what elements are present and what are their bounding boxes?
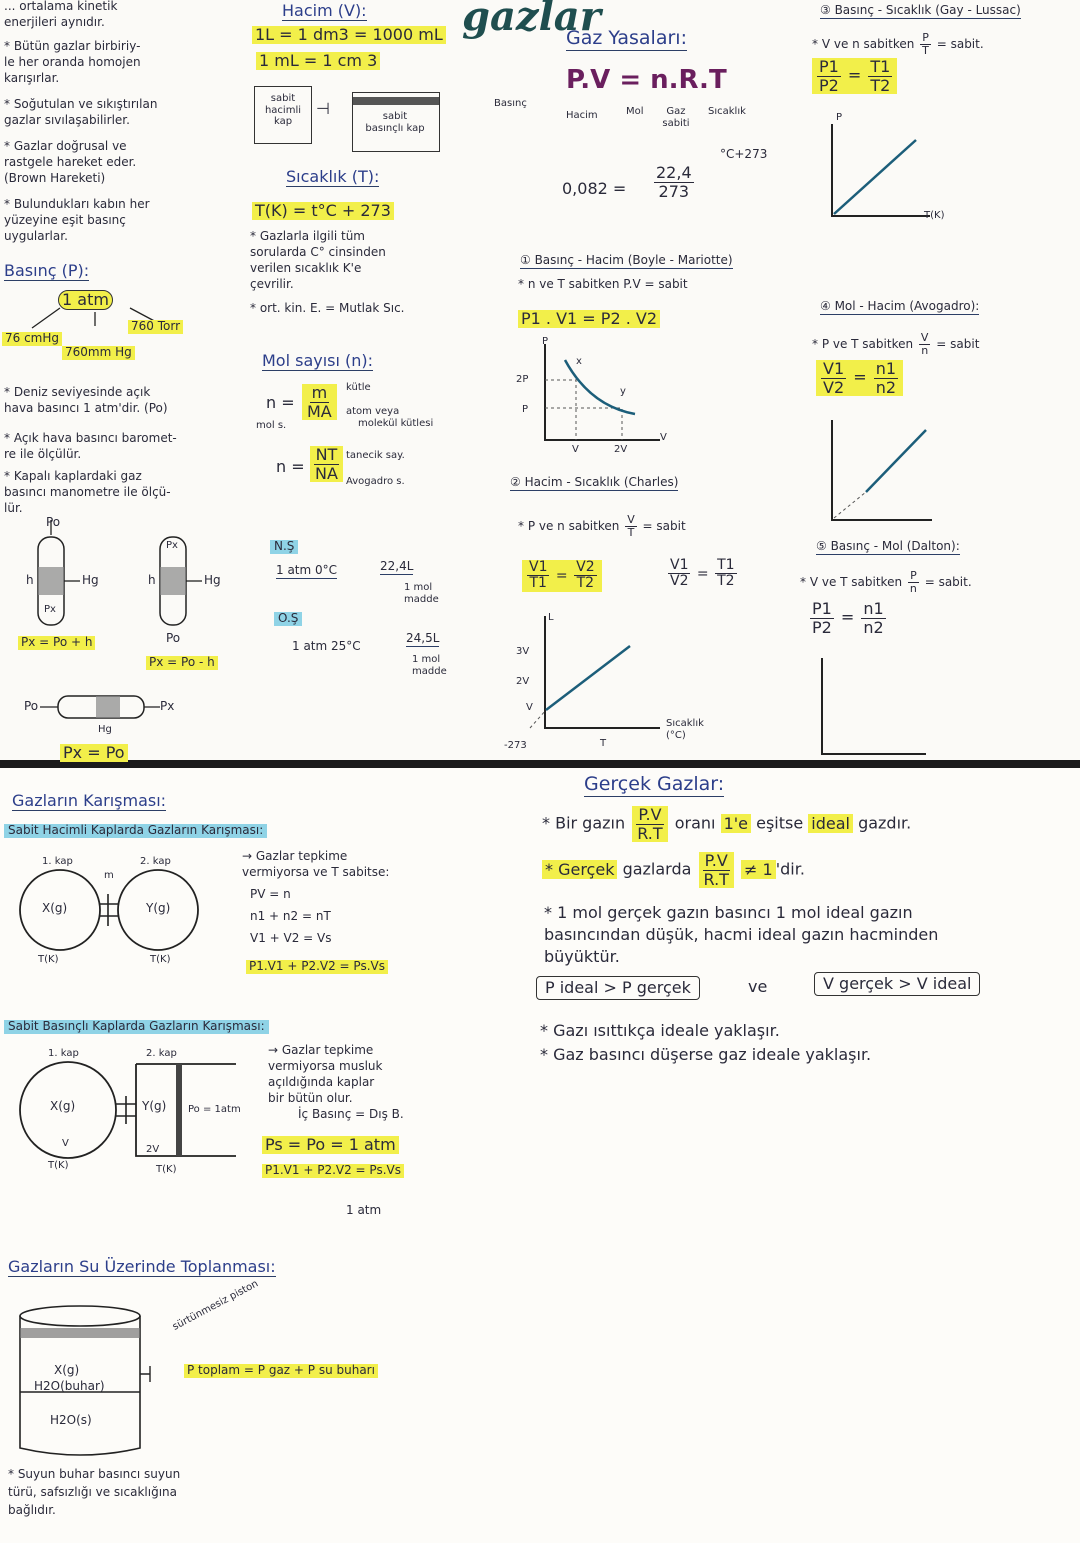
g2-rt: R.T (703, 869, 729, 889)
v-label: V (62, 1138, 69, 1149)
intro-line: enerjileri aynıdır. (4, 15, 105, 29)
piston-icon (353, 97, 439, 105)
charles-heading: ② Hacim - Sıcaklık (Charles) (510, 475, 679, 489)
av-cond-right: = sabit (936, 337, 980, 352)
g-l2c: ≠ 1 (741, 860, 776, 879)
gaz-sabiti-tag: Gaz sabiti (662, 106, 690, 129)
y-gas-b: Y(g) (142, 1099, 167, 1113)
og-label: O.Ş (274, 612, 302, 626)
g-l1a: * Bir gazın (542, 813, 626, 833)
av-cond-frac (919, 332, 931, 357)
basinc-note: basıncı manometre ile ölçü- (4, 485, 171, 499)
sicaklik-note: çevrilir. (250, 277, 294, 291)
av-cond-n: n (921, 344, 929, 358)
basinc-note: * Açık hava basıncı baromet- (4, 431, 177, 445)
ineq-volume: V gerçek > V ideal (814, 972, 980, 996)
hacim-eq1: 1L = 1 dm3 = 1000 mL (252, 26, 446, 44)
karisma-note1: vermiyorsa ve T sabitse: (242, 865, 390, 879)
g-l1f: gazdır. (858, 813, 912, 833)
av-v2: V2 (823, 377, 845, 397)
intro-line: le her oranda homojen (4, 55, 141, 69)
tube1-po: Po (46, 515, 61, 529)
boyle-v: V (572, 444, 579, 455)
charles-eq1: $\frac{V1}{T1}$ = $\frac{V2}{T2}$ (522, 560, 602, 592)
g-l1e: ideal (808, 814, 853, 833)
g-rt: R.T (637, 823, 663, 843)
gl-cond-text: * V ve n sabitken (812, 37, 915, 52)
g-l1c: 1'e (721, 814, 751, 833)
tube2-po: Po (166, 631, 181, 645)
da-cond-n: n (909, 582, 917, 596)
celsius-tag: °C+273 (720, 147, 768, 161)
charles-cond-v: V (627, 513, 635, 526)
charles-cond-t: T (627, 526, 635, 540)
gl-cond-t: T (922, 44, 929, 58)
formula-px-equal: Px = Po (60, 744, 128, 762)
karisma-eq1: P1.V1 + P2.V2 = Ps.Vs (246, 960, 388, 974)
g-l2a: * Gerçek (542, 860, 617, 879)
gercek-heading: Gerçek Gazlar: (584, 773, 725, 795)
karisma-heading: Gazların Karışması: (12, 791, 167, 810)
basinc-note: re ile ölçülür. (4, 447, 82, 461)
boyle-eq: P1 . V1 = P2 . V2 (518, 310, 660, 328)
intro-line: yüzeyine eşit basınç (4, 213, 126, 227)
page-title: gazlar (462, 0, 601, 40)
g2-pv: P.V (704, 851, 728, 870)
ch-t2: T2 (576, 575, 595, 592)
gay-lussac-cond (812, 32, 984, 57)
htube-po: Po (24, 699, 39, 713)
water-note: türü, safsızlığı ve sıcaklığına (8, 1485, 177, 1499)
da-cond-p: P (910, 569, 917, 582)
intro-line: * Gazlar doğrusal ve (4, 139, 127, 153)
mol-nt: NT (315, 445, 338, 464)
boyle-y: y (620, 386, 626, 397)
mol-ma: MA (307, 401, 332, 421)
ch-t1: T1 (529, 575, 547, 592)
basinc-note: * Deniz seviyesinde açık (4, 385, 151, 399)
g-l2d: 'dir. (775, 859, 805, 879)
water-formula: P toplam = P gaz + P su buharı (184, 1364, 378, 1378)
gl-x-axis: T(K) (924, 210, 945, 221)
ps-eq: Ps = Po = 1 atm (262, 1136, 399, 1154)
tube1-h: h (26, 573, 34, 587)
formula-px-plus: Px = Po + h (18, 636, 95, 650)
tanecik-label: tanecik say. (346, 450, 405, 461)
g-l1d: eşitse (756, 813, 804, 833)
one-atm-badge: 1 atm (58, 290, 113, 310)
mol-m: m (311, 383, 328, 402)
tk2-b: T(K) (156, 1164, 177, 1175)
intro-line: ... ortalama kinetik (4, 0, 118, 13)
dalton-heading: ⑤ Basınç - Mol (Dalton): (816, 539, 960, 553)
charles-l-axis: L (548, 612, 554, 623)
ve-label: ve (748, 977, 768, 996)
g-l2b: gazlarda (622, 859, 692, 879)
valve-icon: ⊣ (316, 99, 330, 118)
water-note: * Suyun buhar basıncı suyun (8, 1467, 181, 1481)
vtot: V1 + V2 = Vs (250, 931, 332, 945)
tk2: T(K) (150, 954, 171, 965)
x-gas-b: X(g) (50, 1099, 76, 1113)
gercek-line1 (542, 806, 911, 842)
karisma-note2: → Gazlar tepkime (268, 1043, 374, 1057)
karisma-note2: vermiyorsa musluk (268, 1059, 383, 1073)
kutle-label: kütle (346, 382, 371, 393)
sicaklik-note: * Gazlarla ilgili tüm (250, 229, 365, 243)
basinc-note: hava basıncı 1 atm'dir. (Po) (4, 401, 168, 415)
r-num: 22,4 (656, 163, 692, 182)
gl-cond-right: = sabit. (936, 37, 984, 52)
gl-cond-p: P (922, 31, 929, 44)
basinc-heading: Basınç (P): (4, 261, 90, 280)
karisma-note1: → Gazlar tepkime (242, 849, 348, 863)
charles-cond-text: * P ve n sabitken (518, 519, 620, 534)
kap2-label-b: 2. kap (146, 1048, 177, 1059)
ch2-v2: V2 (670, 573, 689, 590)
formula-px-minus: Px = Po - h (146, 656, 218, 670)
kap1-label-b: 1. kap (48, 1048, 79, 1059)
gercek-l5: * Gaz basıncı düşerse gaz ideale yaklaşır. (540, 1045, 872, 1064)
valve-m: m (104, 870, 114, 881)
mmhg-label: 760mm Hg (62, 346, 135, 360)
tube2-px: Px (166, 540, 178, 551)
boyle-2v: 2V (614, 444, 628, 455)
ideal-gas-equation: P.V = n.R.T (566, 65, 727, 95)
sivi-label: H2O(s) (50, 1413, 92, 1427)
avogadro-eq: $\frac{V1}{V2}$ = $\frac{n1}{n2}$ (816, 360, 903, 396)
da-n1: n1 (863, 599, 884, 618)
sabit-hacimli-kap (254, 86, 312, 144)
sicaklik-heading: Sıcaklık (T): (286, 167, 380, 186)
karisma-note2: açıldığında kaplar (268, 1075, 375, 1089)
charles-neg273: -273 (504, 740, 527, 751)
mol-na: NA (315, 463, 338, 483)
boyle-cond: * n ve T sabitken P.V = sabit (518, 277, 688, 291)
piston-label: sürtünmesiz piston (170, 1278, 261, 1333)
one-atm-label: 1 atm (346, 1203, 382, 1217)
twov-label: 2V (146, 1144, 160, 1155)
boyle-p-axis: P (542, 336, 549, 347)
intro-line: * Bütün gazlar birbiriy- (4, 39, 141, 53)
hacim-heading: Hacim (V): (282, 1, 367, 20)
hacim-eq2: 1 mL = 1 cm 3 (256, 52, 380, 70)
karisma-note2: İç Basınç = Dış B. (298, 1107, 404, 1121)
htube-hg: Hg (98, 724, 112, 735)
sabit-basinc-heading: Sabit Basınçlı Kaplarda Gazların Karışması: (4, 1020, 269, 1034)
atom-label: atom veya (346, 406, 400, 417)
eq-pv: P.V (566, 65, 611, 95)
charles-x-axis: Sıcaklık (°C) (666, 718, 704, 741)
intro-line: (Brown Hareketi) (4, 171, 106, 185)
po-label: Po = 1atm (188, 1104, 241, 1115)
ng-sub: 1 mol madde (404, 582, 439, 605)
cmhg-label: 76 cmHg (2, 332, 62, 346)
ch-v1: V1 (529, 559, 548, 575)
box2-label: sabit basınçlı kap (365, 111, 425, 134)
avogadro-label: Avogadro s. (346, 476, 405, 487)
hacim-tag: Hacim (566, 110, 598, 121)
ineq-pressure: P ideal > P gerçek (536, 976, 700, 1000)
intro-line: * Soğutulan ve sıkıştırılan (4, 97, 158, 111)
tk1-b: T(K) (48, 1160, 69, 1171)
kap2-label: 2. kap (140, 856, 171, 867)
charles-v: V (526, 702, 533, 713)
ng-label: N.Ş (270, 540, 298, 554)
gercek-l3: büyüktür. (544, 947, 620, 966)
av-n1: n1 (875, 359, 897, 378)
gay-lussac-heading: ③ Basınç - Sıcaklık (Gay - Lussac) (820, 3, 1021, 17)
intro-line: rastgele hareket eder. (4, 155, 137, 169)
r-fraction (654, 164, 694, 200)
ort-kin-note: * ort. kin. E. = Mutlak Sıc. (250, 301, 405, 315)
x-gas: X(g) (42, 901, 68, 915)
avogadro-heading: ④ Mol - Hacim (Avogadro): (820, 299, 980, 313)
da-p1: P1 (812, 599, 832, 618)
av-cond-text: * P ve T sabitken (812, 337, 914, 352)
gercek-l3: * 1 mol gerçek gazın basıncı 1 mol ideal gazın (544, 903, 913, 922)
da-cond-frac (908, 570, 919, 595)
ch2-v1: V1 (670, 557, 689, 573)
boyle-x: x (576, 356, 582, 367)
ntot: n1 + n2 = nT (250, 909, 331, 923)
gay-lussac-graph (820, 116, 970, 226)
ng-cond: 1 atm 0°C (276, 563, 338, 577)
r-value: 0,082 = (562, 179, 627, 198)
charles-cond (518, 514, 686, 539)
av-v1: V1 (823, 359, 845, 378)
box1-label: sabit hacimli kap (264, 93, 302, 127)
mol-heading: Mol sayısı (n): (262, 351, 374, 370)
boyle-p: P (522, 404, 529, 415)
da-p2: P2 (812, 617, 832, 637)
sicaklik-note: verilen sıcaklık K'e (250, 261, 362, 275)
basinc-tag: Basınç (494, 98, 527, 109)
gercek-line2 (542, 852, 805, 888)
charles-2v: 2V (516, 676, 530, 687)
mol-fraction (302, 384, 337, 420)
charles-3v: 3V (516, 646, 530, 657)
dalton-graph (816, 654, 946, 759)
htube-px: Px (160, 699, 175, 713)
intro-line: gazlar sıvılaşabilirler. (4, 113, 130, 127)
sicaklik-eq: T(K) = t°C + 273 (252, 202, 394, 220)
tube2-h: h (148, 573, 156, 587)
mol-s-label: mol s. (256, 420, 287, 431)
buhar-label: H2O(buhar) (34, 1379, 105, 1393)
dalton-eq: $\frac{P1}{P2}$ = $\frac{n1}{n2}$ (812, 599, 884, 637)
intro-line: karışırlar. (4, 71, 60, 85)
sabit-hacim-heading: Sabit Hacimli Kaplarda Gazların Karışması: (4, 824, 267, 838)
charles-cond-frac (625, 514, 637, 539)
sicaklik-note: sorularda C° cinsinden (250, 245, 386, 259)
gl-cond-frac (920, 32, 931, 57)
basinc-note: * Kapalı kaplardaki gaz (4, 469, 142, 483)
r-den: 273 (658, 181, 690, 201)
gercek-l3: basıncından düşük, hacmi ideal gazın hacminden (544, 925, 939, 944)
su-ustu-heading: Gazların Su Üzerinde Toplanması: (8, 1257, 276, 1276)
gay-lussac-eq: $\frac{P1}{P2}$ = $\frac{T1}{T2}$ (812, 58, 897, 94)
avogadro-cond (812, 332, 979, 357)
ng-vol: 22,4L (380, 559, 414, 573)
gercek-l4: * Gazı ısıttıkça ideale yaklaşır. (540, 1021, 780, 1040)
kap1-label: 1. kap (42, 856, 73, 867)
charles-eq2: $\frac{V1}{V2}$ = $\frac{T1}{T2}$ (670, 557, 735, 590)
avogadro-graph (822, 416, 952, 526)
gl-y-axis: P (836, 112, 843, 123)
boyle-graph (510, 336, 680, 456)
boyle-v-axis: V (660, 432, 667, 443)
dalton-cond (800, 570, 972, 595)
gaz-yasalari-heading: Gaz Yasaları: (566, 27, 687, 49)
av-n2: n2 (875, 377, 897, 397)
sabit-basincli-kap (352, 92, 440, 152)
tk1: T(K) (38, 954, 59, 965)
sicaklik-tag: Sıcaklık (708, 106, 746, 117)
og-cond: 1 atm 25°C (292, 639, 361, 653)
ch2-t2: T2 (717, 573, 735, 590)
mol-fraction-2 (310, 446, 343, 482)
tube1-hg: Hg (82, 573, 99, 587)
g-l1b: oranı (674, 813, 716, 833)
og-vol: 24,5L (406, 631, 440, 645)
og-sub: 1 mol madde (412, 654, 447, 677)
da-cond-text: * V ve T sabitken (800, 575, 903, 590)
molekul-label: molekül kütlesi (358, 418, 434, 429)
pvn: PV = n (250, 887, 291, 901)
charles-t: T (600, 738, 607, 749)
karisma-note2: bir bütün olur. (268, 1091, 353, 1105)
tube1-px: Px (44, 604, 56, 615)
intro-line: * Bulundukları kabın her (4, 197, 150, 211)
basinc-note: lür. (4, 501, 23, 515)
gl-p2: P2 (819, 75, 839, 95)
ch-v2: V2 (576, 559, 595, 575)
g-pv: P.V (638, 805, 662, 824)
da-cond-right: = sabit. (924, 575, 972, 590)
tube2-hg: Hg (204, 573, 221, 587)
boyle-heading: ① Basınç - Hacim (Boyle - Mariotte) (520, 253, 733, 267)
da-n2: n2 (863, 617, 884, 637)
boyle-2p: 2P (516, 374, 529, 385)
intro-line: uygularlar. (4, 229, 68, 243)
charles-cond-right: = sabit (642, 519, 686, 534)
water-note: bağlıdır. (8, 1503, 56, 1517)
av-cond-v: V (920, 331, 929, 344)
y-gas: Y(g) (146, 901, 171, 915)
mol-n2: n = (276, 457, 305, 476)
karisma-eq2: P1.V1 + P2.V2 = Ps.Vs (262, 1164, 404, 1178)
gl-t2: T2 (870, 75, 891, 95)
gl-p1: P1 (819, 57, 839, 76)
eq-nrt: n.R.T (650, 65, 727, 95)
x-gas-water: X(g) (54, 1363, 80, 1377)
mol-tag: Mol (626, 106, 644, 117)
mol-n: n = (266, 393, 295, 412)
gl-t1: T1 (870, 57, 891, 76)
torr-label: 760 Torr (128, 320, 183, 334)
ch2-t1: T1 (717, 557, 735, 573)
